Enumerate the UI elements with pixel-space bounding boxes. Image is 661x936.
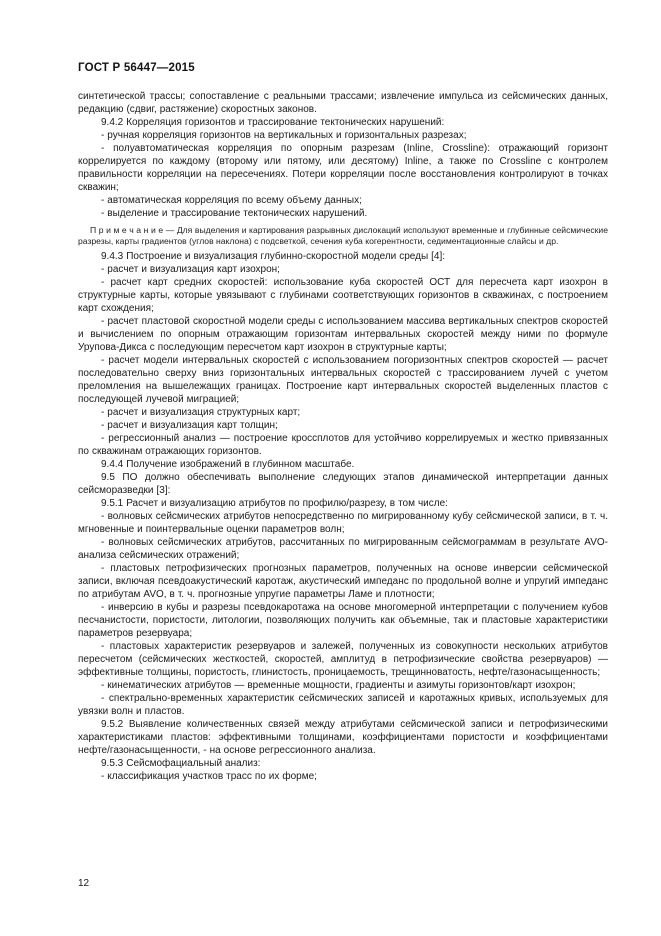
- list-item: - расчет и визуализация карт толщин;: [101, 420, 278, 431]
- list-item: - расчет и визуализация карт изохрон;: [101, 264, 280, 275]
- list-item: - выделение и трассирование тектонических нарушений.: [101, 208, 368, 219]
- section-heading-9-5-2: 9.5.2 Выявление количественных связей между атрибутами сейсмической записи и петрофизическими характеристиками пластов: эффективными толщинами, коэффициентами пористости и коэффициентами нефте/газонасыщенности, - на основе регрессионного анализа.: [78, 719, 608, 756]
- list-item: - расчет и визуализация структурных карт;: [101, 407, 301, 418]
- list-item: - классификация участков трасс по их форме;: [101, 771, 317, 782]
- list-item: - пластовых характеристик резервуаров и залежей, полученных из совокупности нескольких атрибутов пересчетом (сейсмических жесткостей, скоростей, амплитуд в петрофизические свойства резервуаров) — эффективные толщины, пористость, глинистость, проницаемость, трещинноватость, нефте/газонасыщенность;: [78, 641, 608, 678]
- standard-number: ГОСТ Р 56447—2015: [78, 62, 195, 74]
- document-body: [78, 90, 608, 783]
- section-heading-9-4-3: 9.4.3 Построение и визуализация глубинно-скоростной модели среды [4]:: [101, 251, 446, 262]
- list-item: - кинематических атрибутов — временные мощности, градиенты и азимуты горизонтов/карт изохрон;: [101, 680, 576, 691]
- note-paragraph: П р и м е ч а н и е — Для выделения и картирования разрывных дислокаций используют временные и глубинные сейсмические разрезы, карты градиентов (углов наклона) с подсветкой, сечения куба когерентности, седиментационные слайсы и др.: [78, 225, 608, 246]
- paragraph-continuation: синтетической трассы; сопоставление с реальными трассами; извлечение импульса из сейсмических данных, редакцию (сдвиг, растяжение) скоростных законов.: [78, 91, 608, 115]
- section-heading-9-4-4: 9.4.4 Получение изображений в глубинном масштабе.: [101, 459, 355, 470]
- section-heading-9-4-2: 9.4.2 Корреляция горизонтов и трассирование тектонических нарушений:: [101, 117, 445, 128]
- list-item: - волновых сейсмических атрибутов, рассчитанных по мигрированным сейсмограммам в результате AVO-анализа сейсмических отражений;: [78, 537, 608, 561]
- list-item: - расчет модели интервальных скоростей с использованием погоризонтных спектров скоростей — расчет последовательно сверху вниз горизонтальных интервальных скоростей с трассированием лучей с учетом преломления на вышележащих границах. Построение карт интервальных скоростей выделенных пластов с последующей лучевой миграцией;: [78, 355, 608, 405]
- list-item: - расчет карт средних скоростей: использование куба скоростей ОСТ для пересчета карт изохрон в структурные карты, которые увязывают с глубинами соответствующих горизонтов в скважинах, с построением карт схождения;: [78, 277, 608, 314]
- list-item: - полуавтоматическая корреляция по опорным разрезам (Inline, Crossline): отражающий горизонт коррелируется по каждому (второму или пятому, или десятому) Inline, а также по Crossline с контролем правильности корреляции на пересечениях. Потери корреляции после восстановления контролируют в точках скважин;: [78, 143, 608, 193]
- list-item: - регрессионный анализ — построение кроссплотов для устойчиво коррелируемых и жестко привязанных по скважинам отражающих горизонтов.: [78, 433, 608, 457]
- list-item: - пластовых петрофизических прогнозных параметров, полученных на основе инверсии сейсмической записи, включая псевдоакустический каротаж, акустический импеданс по продольной волне и упругий импеданс по атрибутам AVO, в т. ч. прогнозные упругие параметры Ламе и плотности;: [78, 563, 608, 600]
- list-item: - спектрально-временных характеристик сейсмических записей и каротажных кривых, используемых для увязки волн и пластов.: [78, 693, 608, 717]
- section-heading-9-5-3: 9.5.3 Сейсмофациальный анализ:: [101, 758, 261, 769]
- list-item: - волновых сейсмических атрибутов непосредственно по мигрированному кубу сейсмической записи, в т. ч. мгновенные и поинтервальные оценки параметров волн;: [78, 511, 608, 535]
- section-heading-9-5: 9.5 ПО должно обеспечивать выполнение следующих этапов динамической интерпретации данных сейсморазведки [3]:: [78, 472, 608, 496]
- list-item: - расчет пластовой скоростной модели среды с использованием массива вертикальных спектров скоростей и вычислением по опорным отражающим горизонтам интервальных скоростей между ними по формуле Урупова-Дикса с последующим пересчетом карт изохрон в структурные карты;: [78, 316, 608, 353]
- list-item: - инверсию в кубы и разрезы псевдокаротажа на основе многомерной интерпретации с получением кубов песчанистости, пористости, литологии, позволяющих получить как объемные, так и пластовые характеристики параметров резервуара;: [78, 602, 608, 639]
- list-item: - ручная корреляция горизонтов на вертикальных и горизонтальных разрезах;: [101, 130, 467, 141]
- page-number: 12: [78, 878, 90, 889]
- document-header: [78, 62, 608, 74]
- list-item: - автоматическая корреляция по всему объему данных;: [101, 195, 362, 206]
- section-heading-9-5-1: 9.5.1 Расчет и визуализацию атрибутов по профилю/разрезу, в том числе:: [101, 498, 448, 509]
- document-footer: [78, 878, 89, 889]
